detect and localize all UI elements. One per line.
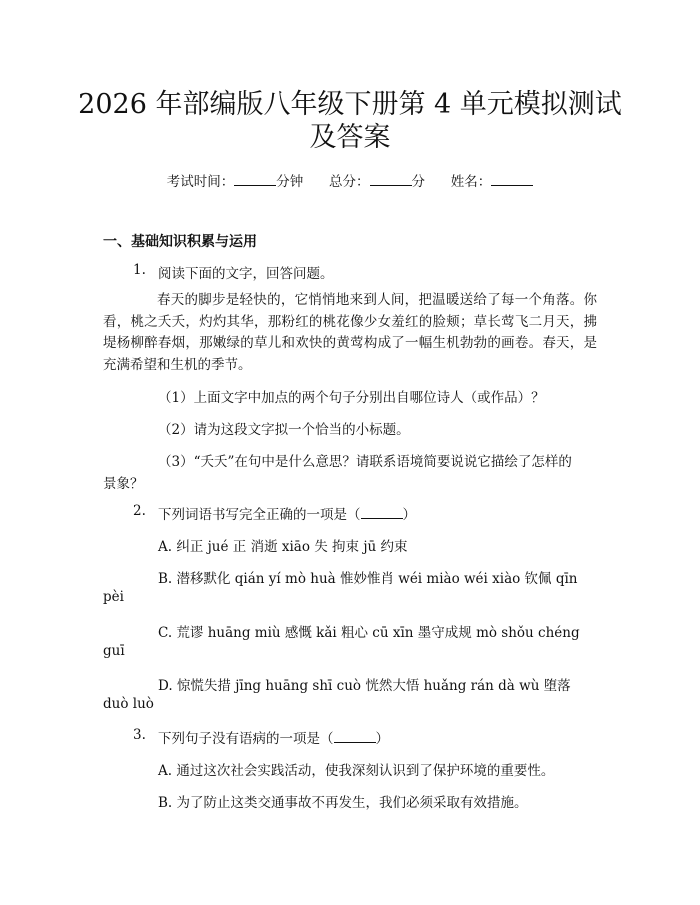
question-3-option-b: B. 为了防止这类交通事故不再发生，我们必须采取有效措施。 (158, 795, 528, 811)
exam-meta-line (0, 170, 700, 190)
question-1-passage: 春天的脚步是轻快的，它悄悄地来到人间，把温暖送给了每一个角落。你看，桃之夭夭，灼灼其华，那粉红的桃花像少女羞红的脸颊；草长莺飞二月天，拂堤杨柳醉春烟，那嫩绿的草儿和欢快的黄莺构成了一幅生机勃勃的画卷。春天，是充满希望和生机的季节。 (103, 292, 597, 373)
total-score-unit: 分 (411, 174, 425, 190)
question-1-sub-3: （3）“夭夭”在句中是什么意思？请联系语境简要说说它描绘了怎样的 (158, 454, 572, 470)
question-2-number: 2. (133, 503, 146, 519)
question-1-number: 1. (133, 262, 146, 278)
exam-time-label: 考试时间： (166, 174, 235, 190)
document-title-line-1: 2026 年部编版八年级下册第 4 单元模拟测试 (78, 89, 622, 120)
question-2-option-c: C. 荒谬 huāng miù 感慨 kǎi 粗心 cū xīn 墨守成规 mò shǒu chéng (158, 625, 580, 641)
question-3-answer-blank (334, 730, 376, 743)
section-heading-1: 一、基础知识积累与运用 (103, 234, 257, 250)
question-2-text: 下列词语书写完全正确的一项是（ ） (158, 507, 416, 523)
total-score-label: 总分： (329, 174, 370, 190)
student-name-label: 姓名： (450, 174, 492, 190)
question-2-answer-blank (361, 506, 403, 519)
total-score-blank (370, 173, 412, 186)
question-1-text: 阅读下面的文字，回答问题。 (158, 266, 334, 282)
question-1-sub-2: （2）请为这段文字拟一个恰当的小标题。 (158, 422, 410, 438)
exam-time-unit: 分钟 (276, 174, 304, 190)
document-title-line-2: 及答案 (309, 122, 391, 153)
student-name-blank (491, 173, 533, 186)
question-1-sub-3-continued: 景象？ (103, 476, 144, 492)
question-2-option-b: B. 潜移默化 qián yí mò huà 惟妙惟肖 wéi miào wéi xiào 钦佩 qīn (158, 571, 578, 587)
question-3-number: 3. (133, 727, 146, 743)
question-2-option-a: A. 纠正 jué 正 消逝 xiāo 失 拘束 jū 约束 (158, 539, 408, 555)
question-3-option-a: A. 通过这次社会实践活动，使我深刻认识到了保护环境的重要性。 (158, 763, 555, 779)
question-2-option-b-continued: pèi (103, 589, 124, 605)
question-2-option-c-continued: guī (103, 643, 125, 659)
question-1-sub-1: （1）上面文字中加点的两个句子分别出自哪位诗人（或作品）？ (158, 390, 545, 406)
question-2-option-d-continued: duò luò (103, 696, 154, 712)
question-3-text: 下列句子没有语病的一项是（ ） (158, 731, 389, 747)
question-2-option-d: D. 惊慌失措 jīng huāng shī cuò 恍然大悟 huǎng rán dà wù 堕落 (158, 678, 571, 694)
exam-time-blank (234, 173, 276, 186)
